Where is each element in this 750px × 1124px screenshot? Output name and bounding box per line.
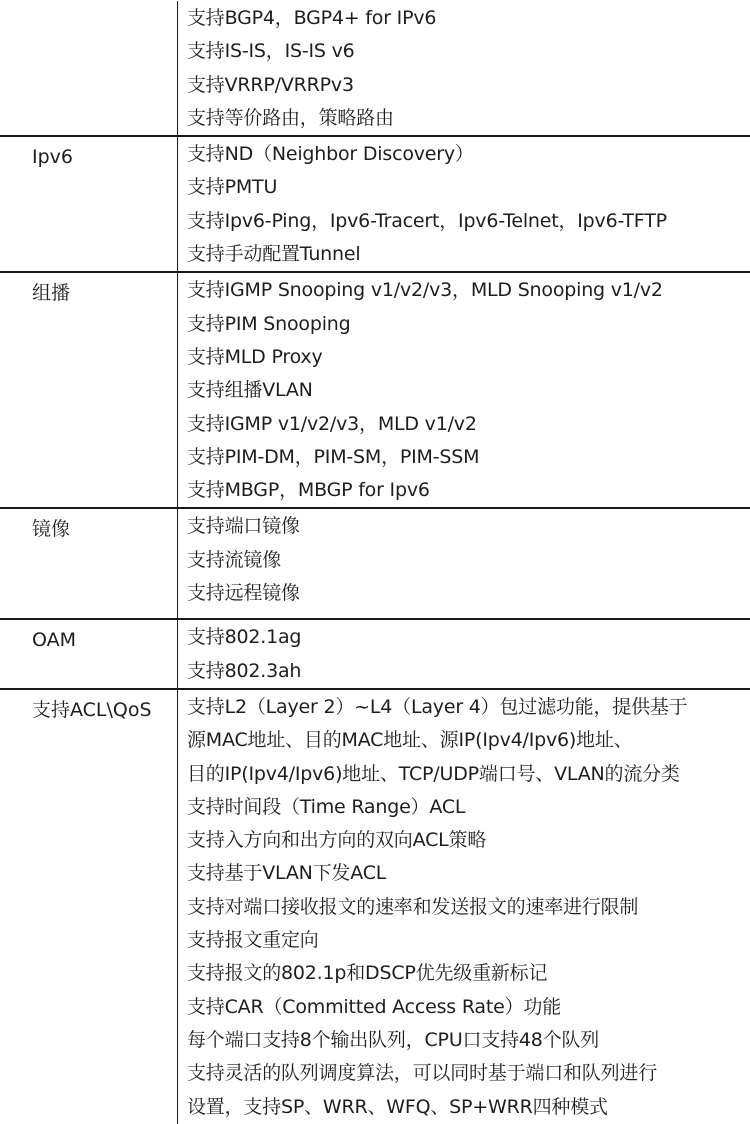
feature-line: 支持端口镜像	[187, 515, 300, 538]
feature-line: 支持MBGP，MBGP for Ipv6	[187, 479, 430, 502]
feature-line: 支持入方向和出方向的双向ACL策略	[187, 829, 487, 852]
feature-line: 支持Ipv6-Ping，Ipv6-Tracert，Ipv6-Telnet，Ipv6-TFTP	[187, 209, 667, 232]
feature-line: 支持手动配置Tunnel	[187, 243, 361, 266]
feature-cell	[177, 620, 717, 688]
feature-line: 支持报文重定向	[187, 929, 319, 952]
feature-line: 目的IP(Ipv4/Ipv6)地址、TCP/UDP端口号、VLAN的流分类	[187, 762, 680, 785]
spec-row-mirroring	[0, 507, 750, 618]
feature-cell	[177, 690, 717, 1124]
feature-line: 每个端口支持8个输出队列，CPU口支持48个队列	[187, 1028, 600, 1051]
feature-line: 支持BGP4，BGP4+ for IPv6	[187, 7, 437, 29]
feature-line: 支持组播VLAN	[187, 379, 313, 402]
feature-line: 支持802.3ah	[187, 659, 302, 682]
feature-line: 支持VRRP/VRRPv3	[187, 73, 354, 96]
category-cell	[0, 1, 177, 135]
feature-line: 支持PMTU	[187, 176, 278, 199]
feature-line: 支持流镜像	[187, 548, 282, 571]
spec-row-routing	[0, 1, 750, 135]
feature-line: 支持ND（Neighbor Discovery）	[187, 143, 474, 166]
spec-row-multicast	[0, 271, 750, 507]
feature-line: 支持MLD Proxy	[187, 345, 323, 368]
feature-line: 支持IGMP v1/v2/v3，MLD v1/v2	[187, 412, 477, 435]
feature-line: 支持灵活的队列调度算法，可以同时基于端口和队列进行	[187, 1062, 658, 1085]
feature-line: 支持远程镜像	[187, 582, 300, 605]
category-cell: 组播	[32, 282, 71, 305]
category-cell: Ipv6	[32, 146, 73, 169]
feature-line: 支持对端口接收报文的速率和发送报文的速率进行限制	[187, 895, 639, 918]
feature-line: 支持IGMP Snooping v1/v2/v3，MLD Snooping v1/v2	[187, 279, 663, 302]
feature-line: 支持PIM-DM，PIM-SM，PIM-SSM	[187, 445, 480, 468]
feature-line: 支持基于VLAN下发ACL	[187, 862, 387, 885]
spec-row-oam	[0, 618, 750, 688]
spec-row-acl-qos	[0, 688, 750, 1124]
feature-cell	[177, 273, 717, 507]
feature-cell	[177, 1, 717, 135]
feature-line: 设置，支持SP、WRR、WFQ、SP+WRR四种模式	[187, 1095, 608, 1118]
feature-line: 支持IS-IS，IS-IS v6	[187, 40, 355, 63]
feature-line: 源MAC地址、目的MAC地址、源IP(Ipv4/Ipv6)地址、	[187, 729, 633, 752]
feature-line: 支持等价路由，策略路由	[187, 106, 394, 129]
feature-line: 支持时间段（Time Range）ACL	[187, 795, 466, 818]
category-cell: 支持ACL\QoS	[32, 698, 152, 721]
feature-cell	[177, 509, 717, 618]
feature-line: 支持802.1ag	[187, 626, 302, 649]
category-cell: OAM	[32, 629, 77, 652]
category-cell: 镜像	[32, 518, 71, 541]
feature-line: 支持PIM Snooping	[187, 312, 351, 335]
feature-line: 支持CAR（Committed Access Rate）功能	[187, 995, 561, 1018]
feature-line: 支持报文的802.1p和DSCP优先级重新标记	[187, 962, 548, 985]
feature-line: 支持L2（Layer 2）~L4（Layer 4）包过滤功能，提供基于	[187, 695, 688, 718]
spec-row-ipv6	[0, 135, 750, 271]
feature-cell	[177, 137, 717, 271]
